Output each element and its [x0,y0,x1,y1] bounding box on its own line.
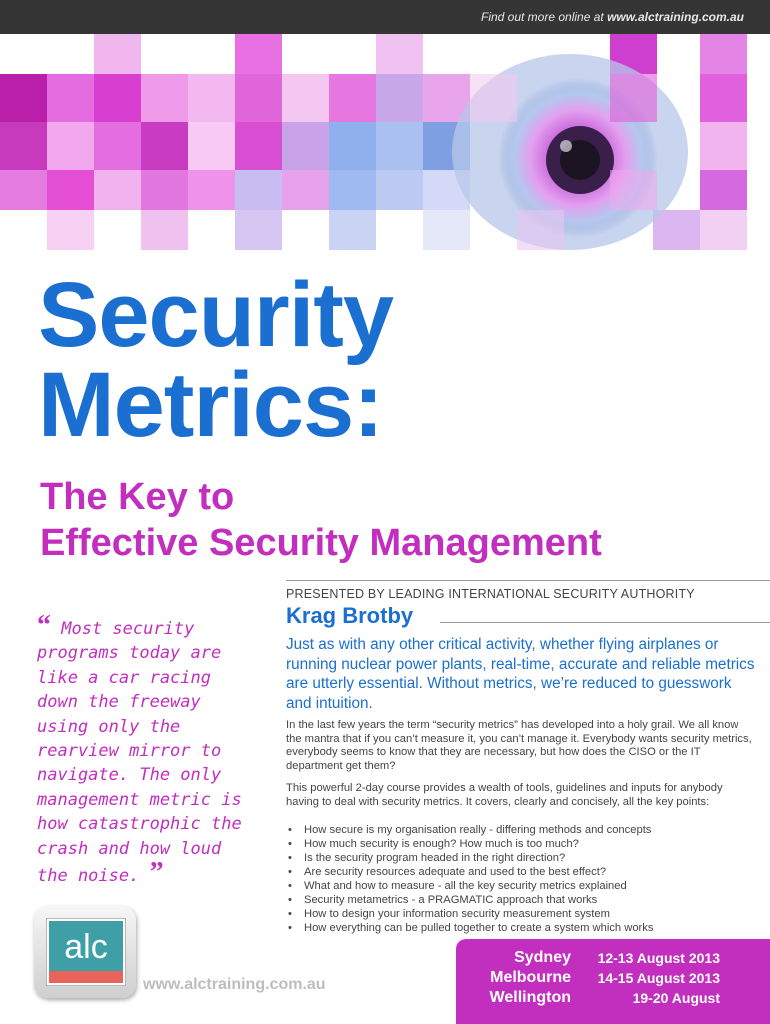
event-row [456,949,770,969]
event-city: Melbourne [490,969,571,986]
list-item: • Is the security program headed in the right direction? [288,851,768,865]
quote-text: Most security programs today are like a car racing down the freeway using only the rearview mirror to navigate. The only management metric is how catastrophic the crash and how loud the noise. [37,619,242,887]
subtitle-line-1: The Key to [40,476,235,518]
event-dates: 12-13 August 2013 [597,950,720,966]
close-quote-mark: ” [149,857,164,889]
speaker-divider [440,622,770,623]
key-points-list [288,823,768,935]
speaker-name: Krag Brotby [286,603,414,628]
title-line-2: Metrics: [38,354,383,456]
event-row [456,969,770,989]
list-item: • What and how to measure - all the key security metrics explained [288,879,768,893]
eye-graphic [452,54,688,250]
subtitle [40,474,602,566]
events-panel [456,939,770,1024]
event-dates: 19-20 August [632,990,720,1006]
list-item: • Are security resources adequate and used to the best effect? [288,865,768,879]
list-item: • How secure is my organisation really - differing methods and concepts [288,823,768,837]
list-item: • How much security is enough? How much is too much? [288,837,768,851]
find-out-more-label: Find out more online at [480,10,604,24]
title-line-1: Security [38,264,394,366]
open-quote-mark: “ [37,610,51,641]
main-title [38,264,394,456]
event-dates: 14-15 August 2013 [597,970,720,986]
logo-stripe [49,971,123,983]
event-city: Sydney [514,949,571,966]
list-item: • How to design your information security measurement system [288,907,768,921]
website-link[interactable]: www.alctraining.com.au [143,976,326,993]
divider-line [286,580,770,581]
lead-paragraph: Just as with any other critical activity, whether flying airplanes or running nuclear power plants, real-time, accurate and reliable metrics are utterly essential. Without metrics, we’re reduced to guesswork and intuition. [286,636,755,712]
body-paragraph-1: In the last few years the term “security metrics” has developed into a holy grail. We all know the mantra that if you can’t measure it, you can’t manage it. Everybody wants security metrics, everybody seems to know that they are necessary, but how does the CISO or the IT department get them? [286,719,752,773]
presented-by-label: PRESENTED BY LEADING INTERNATIONAL SECURITY AUTHORITY [286,587,695,601]
logo-badge [47,919,125,985]
subtitle-line-2: Effective Security Management [40,522,602,564]
body-paragraph-2: This powerful 2-day course provides a wealth of tools, guidelines and inputs for anybody having to deal with security metrics. It covers, clearly and concisely, all the key points: [286,782,723,808]
logo-text: alc [64,928,108,966]
find-out-more-text [481,10,744,24]
eye-mosaic-banner [0,34,770,258]
header-url-link[interactable]: www.alctraining.com.au [607,10,744,24]
event-city: Wellington [489,989,571,1006]
pull-quote [37,610,257,889]
list-item: • How everything can be pulled together to create a system which works [288,921,768,935]
banner-image [0,34,770,258]
event-row [456,989,770,1009]
top-bar [0,0,770,34]
alc-logo[interactable] [34,906,136,998]
list-item: • Security metametrics - a PRAGMATIC approach that works [288,893,768,907]
